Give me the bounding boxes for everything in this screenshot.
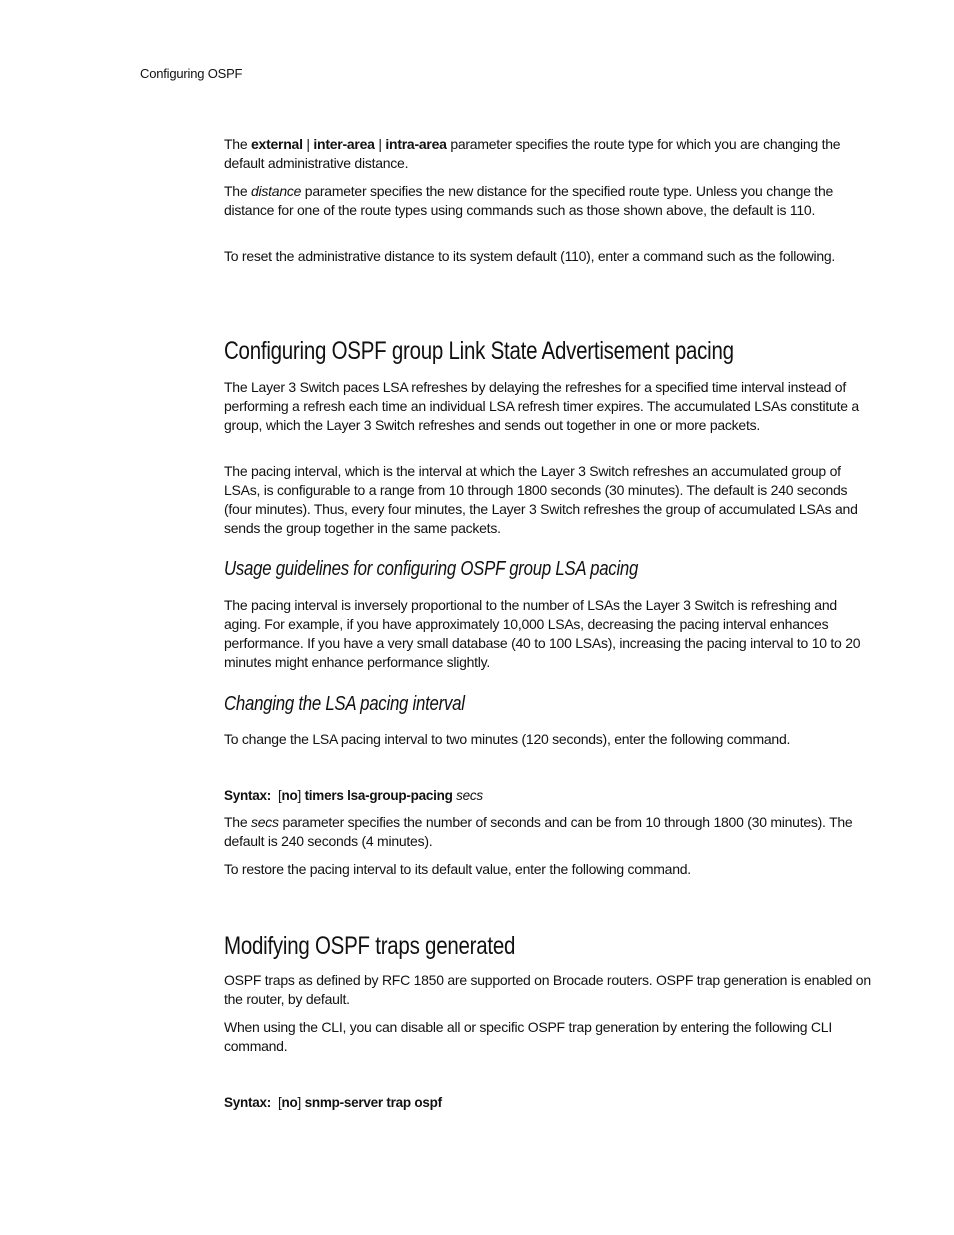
- text: |: [374, 136, 386, 152]
- subheading-usage-guidelines: Usage guidelines for configuring OSPF group LSA pacing: [224, 558, 639, 580]
- bracket: ]: [297, 788, 305, 803]
- keyword-inter-area: inter-area: [313, 136, 375, 152]
- paragraph-reset: To reset the administrative distance to its system default (110), enter a command such as the following.: [224, 248, 836, 264]
- paragraph-distance: [224, 182, 872, 220]
- paragraph-route-type: [224, 135, 872, 173]
- text: parameter specifies the number of seconds and can be from 10 through 1800 (30 minutes). The default is 240 seconds (4 minutes).: [224, 814, 853, 849]
- param-secs: secs: [251, 814, 279, 830]
- text: The: [224, 136, 252, 152]
- param-distance: distance: [251, 183, 302, 199]
- bracket: ]: [297, 1095, 305, 1110]
- syntax-timers: [224, 786, 872, 805]
- keyword-external: external: [251, 136, 303, 152]
- paragraph: When using the CLI, you can disable all or specific OSPF trap generation by entering the following CLI command.: [224, 1019, 832, 1054]
- running-header: Configuring OSPF: [140, 66, 243, 81]
- bracket: [: [271, 788, 282, 803]
- keyword-intra-area: intra-area: [385, 136, 447, 152]
- text: The: [224, 814, 252, 830]
- syntax-label: Syntax:: [224, 1095, 272, 1110]
- text: The: [224, 183, 252, 199]
- section-heading-ospf-traps: Modifying OSPF traps generated: [224, 932, 516, 960]
- keyword-no: no: [281, 788, 298, 803]
- paragraph: To restore the pacing interval to its default value, enter the following command.: [224, 861, 691, 877]
- argument: secs: [452, 788, 483, 803]
- paragraph: The pacing interval, which is the interval at which the Layer 3 Switch refreshes an accumulated group of LSAs, is configurable to a range from 10 through 1800 seconds (30 minutes). The default is 240 seconds (four minutes). Thus, every four minutes, the Layer 3 Switch refreshes the group of accumulated LSAs and sends the group together in the same packets.: [224, 463, 858, 536]
- paragraph-secs: [224, 813, 872, 851]
- subheading-changing-interval: Changing the LSA pacing interval: [224, 693, 465, 715]
- paragraph: The pacing interval is inversely proportional to the number of LSAs the Layer 3 Switch is refreshing and aging. For example, if you have approximately 10,000 LSAs, decreasing the pacing interval enhances performance. If you have a very small database (40 to 100 LSAs), increasing the pacing interval to 10 to 20 minutes might enhance performance slightly.: [224, 597, 861, 670]
- text: |: [302, 136, 314, 152]
- syntax-label: Syntax:: [224, 788, 272, 803]
- bracket: [: [271, 1095, 282, 1110]
- paragraph: The Layer 3 Switch paces LSA refreshes by delaying the refreshes for a specified time interval instead of performing a refresh each time an individual LSA refresh timer expires. The accumulated LSAs constitute a group, which the Layer 3 Switch refreshes and sends out together in one or more packets.: [224, 379, 859, 433]
- paragraph: OSPF traps as defined by RFC 1850 are supported on Brocade routers. OSPF trap generation is enabled on the router, by default.: [224, 972, 871, 1007]
- section-heading-lsa-pacing: Configuring OSPF group Link State Advertisement pacing: [224, 337, 734, 365]
- text: parameter specifies the route type for which you are changing the default administrative distance.: [224, 136, 841, 171]
- syntax-snmp-trap: [224, 1093, 872, 1112]
- command: snmp-server trap ospf: [304, 1095, 442, 1110]
- command: timers lsa-group-pacing: [304, 788, 453, 803]
- text: parameter specifies the new distance for the specified route type. Unless you change the distance for one of the route types using commands such as those shown above, the default is 110.: [224, 183, 834, 218]
- paragraph: To change the LSA pacing interval to two minutes (120 seconds), enter the following command.: [224, 731, 791, 747]
- keyword-no: no: [281, 1095, 298, 1110]
